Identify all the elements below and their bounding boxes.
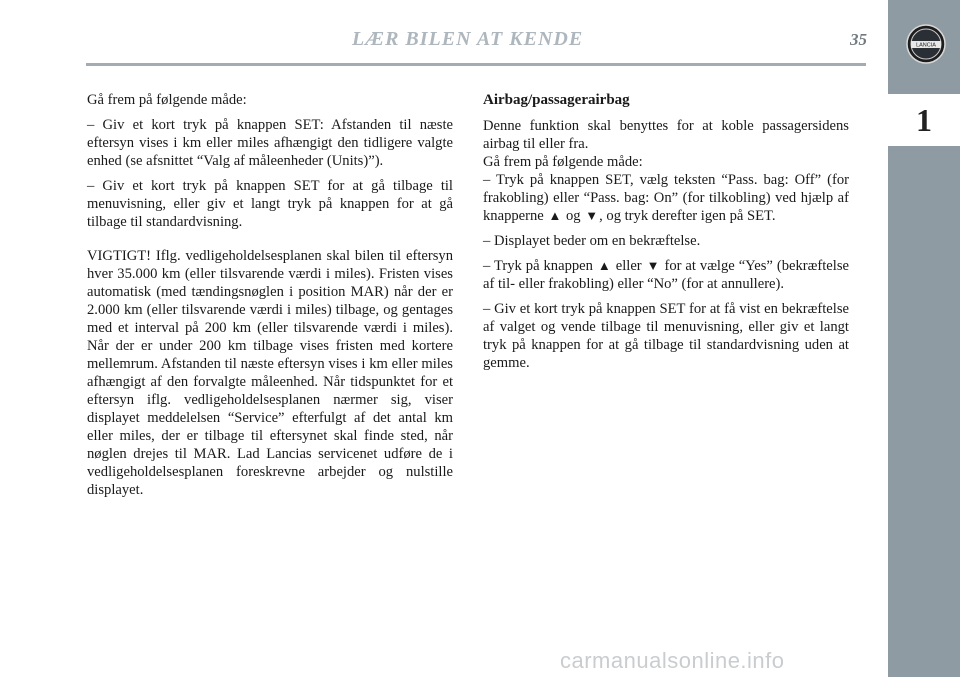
left-column [87,91,453,506]
up-arrow-icon: ▲ [597,258,611,273]
airbag-step-1-text-c: , og tryk derefter igen på SET. [599,208,776,224]
up-arrow-icon: ▲ [548,208,562,223]
chapter-number: 1 [916,101,932,138]
airbag-step-3 [483,257,849,293]
intro-text: Gå frem på følgende måde: [87,92,247,108]
page-header [0,0,888,70]
header-divider [86,63,866,66]
logo-text: LANCIA [916,42,936,49]
page-number: 35 [850,30,867,49]
down-arrow-icon: ▼ [646,258,660,273]
service-step-2: – Giv et kort tryk på knappen SET for at gå tilbage til menuvisning, eller giv et langt tryk på knappen for at gå tilbage til standardvisning. [87,178,453,230]
airbag-step-1-text-b: og [565,208,581,224]
watermark-text: carmanualsonline.info [560,648,785,673]
airbag-intro: Denne funktion skal benyttes for at koble passagersidens airbag til eller fra. [483,118,849,152]
airbag-step-3-text-b: eller [615,258,642,274]
down-arrow-icon: ▼ [585,208,599,223]
airbag-step-3-text-a: – Tryk på knappen [483,258,593,274]
chapter-marker [888,94,960,146]
section-heading: Airbag/passagerairbag [483,92,630,108]
airbag-step-1 [483,171,849,225]
right-column [483,91,849,379]
airbag-step-2: – Displayet beder om en bekræftelse. [483,233,701,249]
service-step-1: – Giv et kort tryk på knappen SET: Afstanden til næste eftersyn vises i km eller miles afhængigt den tidligere valgte enhed (se afsnittet “Valg af måleenheder (Units)”). [87,117,453,169]
header-title: LÆR BILEN AT KENDE [352,28,584,50]
important-note: VIGTIGT! Iflg. vedligeholdelsesplanen skal bilen til eftersyn hver 35.000 km (eller tilsvarende værdi i miles). Fristen vises automatisk (med tændingsnøglen i position MAR) når der er 2.000 km (eller tilsvarende værdi i miles) tilbage, og gentages med et interval på 200 km (eller tilsvarende værdi i miles). Når der er under 200 km tilbage vises fristen med kortere mellemrum. Afstanden til næste eftersyn vises i km eller miles afhængigt af den forvalgte måleenhed. Når tidspunktet for et eftersyn iflg. vedligeholdelsesplanen nærmer sig, viser displayet meddelelsen “Service” efterfulgt af det antal km eller miles, der er tilbage til eftersynet skal finde sted, når nøglen drejes til MAR. Lad Lancias servicenet udføre de i vedligeholdelsesplanen foreskrevne arbejder og nulstille displayet. [87,248,453,498]
airbag-step-1-text-a: – Tryk på knappen SET, vælg teksten “Pass. bag: Off” (for frakobling) eller “Pass. bag: On” (for tilkobling) ved hjælp af knapperne [483,172,849,224]
lancia-logo-icon [906,24,946,64]
airbag-procedure-lead: Gå frem på følgende måde: [483,154,643,170]
airbag-step-3-text-c: for at vælge “Yes” (bekræftelse af til- eller frakobling) eller “No” (for at annullere). [483,258,849,292]
airbag-step-4: – Giv et kort tryk på knappen SET for at få vist en bekræftelse af valget og vende tilbage til menuvisning, eller giv et langt tryk på knappen for at gå tilbage til standardvisning uden at gemme. [483,301,849,371]
